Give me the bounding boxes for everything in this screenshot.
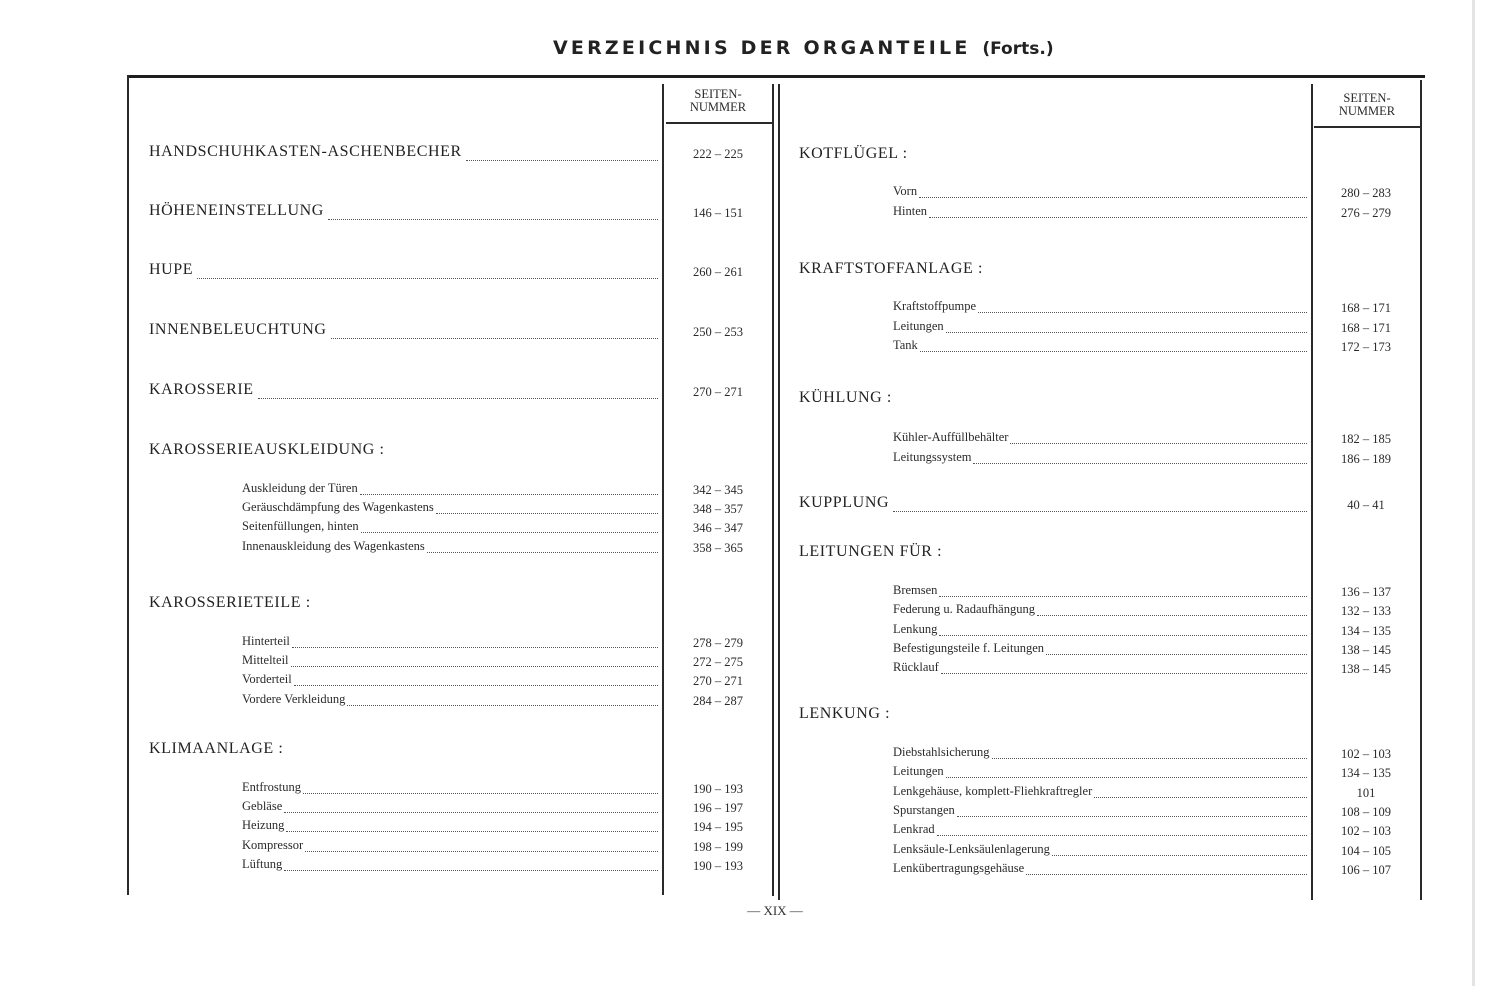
entry-page-number: 102 – 103 <box>1341 824 1391 838</box>
entry-page-number: 172 – 173 <box>1341 340 1391 354</box>
entry-page-number: 270 – 271 <box>693 674 743 688</box>
dot-leader <box>1052 855 1307 856</box>
section-heading: HÖHENEINSTELLUNG <box>149 202 324 219</box>
dot-leader <box>973 463 1307 464</box>
entry-label: Leitungen <box>893 319 944 333</box>
page-number-footer: — XIX — <box>747 903 803 918</box>
entry-label: Auskleidung der Türen <box>242 481 358 495</box>
entry-page-number: 134 – 135 <box>1341 624 1391 638</box>
entry-label: Vorn <box>893 184 918 198</box>
dot-leader <box>1010 443 1307 444</box>
section-heading: KÜHLUNG : <box>799 389 892 406</box>
section-page-number: 270 – 271 <box>693 385 743 399</box>
section-heading: KUPPLUNG <box>799 494 890 511</box>
entry-label: Lenkung <box>893 622 938 636</box>
entry-page-number: 342 – 345 <box>693 483 743 497</box>
dot-leader <box>939 635 1307 636</box>
right-pagecol-rule-left <box>1311 84 1313 900</box>
dot-leader <box>361 532 658 533</box>
dot-leader <box>937 835 1307 836</box>
entry-page-number: 348 – 357 <box>693 502 743 516</box>
entry-page-number: 132 – 133 <box>1341 604 1391 618</box>
section-heading: KAROSSERIETEILE : <box>149 594 311 611</box>
entry-label: Lenkrad <box>893 822 935 836</box>
section-heading: LENKUNG : <box>799 705 891 722</box>
entry-page-number: 186 – 189 <box>1341 452 1391 466</box>
section-page-number: 260 – 261 <box>693 265 743 279</box>
entry-label: Vorderteil <box>242 672 292 686</box>
dot-leader <box>436 513 658 514</box>
dot-leader <box>286 831 658 832</box>
dot-leader <box>303 793 658 794</box>
section-heading: INNENBELEUCHTUNG <box>149 321 327 338</box>
entry-page-number: 280 – 283 <box>1341 186 1391 200</box>
dot-leader <box>197 278 658 279</box>
section-heading: KAROSSERIE <box>149 381 254 398</box>
entry-page-number: 182 – 185 <box>1341 432 1391 446</box>
dot-leader <box>1026 874 1307 875</box>
entry-label: Federung u. Radaufhängung <box>893 602 1035 616</box>
entry-label: Lenkübertragungsgehäuse <box>893 861 1025 875</box>
entry-label: Lenkgehäuse, komplett-Fliehkraftregler <box>893 784 1093 798</box>
entry-page-number: 138 – 145 <box>1341 662 1391 676</box>
dot-leader <box>978 312 1307 313</box>
entry-page-number: 190 – 193 <box>693 782 743 796</box>
frame-right-rule <box>1420 80 1422 900</box>
dot-leader <box>331 338 658 339</box>
section-heading: HANDSCHUHKASTEN-ASCHENBECHER <box>149 143 462 160</box>
entry-page-number: 190 – 193 <box>693 859 743 873</box>
entry-page-number: 278 – 279 <box>693 636 743 650</box>
entry-page-number: 168 – 171 <box>1341 301 1391 315</box>
frame-left-rule <box>127 75 129 895</box>
entry-label: Vordere Verkleidung <box>242 692 346 706</box>
dot-leader <box>284 812 658 813</box>
left-page-number-header <box>666 88 770 114</box>
entry-label: Geräuschdämpfung des Wagenkastens <box>242 500 434 514</box>
dot-leader <box>305 851 658 852</box>
entry-page-number: 284 – 287 <box>693 694 743 708</box>
entry-label: Seitenfüllungen, hinten <box>242 519 359 533</box>
dot-leader <box>939 596 1307 597</box>
entry-page-number: 198 – 199 <box>693 840 743 854</box>
section-page-number: 222 – 225 <box>693 147 743 161</box>
section-page-number: 250 – 253 <box>693 325 743 339</box>
dot-leader <box>929 217 1307 218</box>
left-page-number-header-text: SEITEN- NUMMER <box>689 87 747 114</box>
page-title-text: VERZEICHNIS DER ORGANTEILE <box>553 37 971 59</box>
entry-page-number: 196 – 197 <box>693 801 743 815</box>
page-edge <box>1472 0 1475 986</box>
dot-leader <box>957 816 1307 817</box>
dot-leader <box>941 673 1307 674</box>
left-pagecol-rule-right <box>772 84 774 896</box>
dot-leader <box>292 647 658 648</box>
dot-leader <box>466 160 658 161</box>
entry-page-number: 101 <box>1356 786 1376 800</box>
section-heading: HUPE <box>149 261 194 278</box>
entry-page-number: 138 – 145 <box>1341 643 1391 657</box>
entry-page-number: 194 – 195 <box>693 820 743 834</box>
entry-label: Entfrostung <box>242 780 302 794</box>
entry-page-number: 108 – 109 <box>1341 805 1391 819</box>
entry-page-number: 168 – 171 <box>1341 321 1391 335</box>
dot-leader <box>946 332 1307 333</box>
entry-page-number: 136 – 137 <box>1341 585 1391 599</box>
left-pagecol-rule-left <box>662 84 664 895</box>
entry-label: Kraftstoffpumpe <box>893 299 977 313</box>
section-heading: KRAFTSTOFFANLAGE : <box>799 260 984 277</box>
dot-leader <box>258 398 658 399</box>
dot-leader <box>946 777 1307 778</box>
dot-leader <box>284 870 658 871</box>
entry-label: Kompressor <box>242 838 304 852</box>
entry-page-number: 346 – 347 <box>693 521 743 535</box>
entry-page-number: 276 – 279 <box>1341 206 1391 220</box>
entry-label: Heizung <box>242 818 285 832</box>
entry-label: Gebläse <box>242 799 283 813</box>
entry-page-number: 106 – 107 <box>1341 863 1391 877</box>
dot-leader <box>1037 615 1307 616</box>
entry-label: Diebstahlsicherung <box>893 745 990 759</box>
entry-label: Hinten <box>893 204 928 218</box>
dot-leader <box>1094 797 1307 798</box>
entry-label: Leitungssystem <box>893 450 972 464</box>
entry-label: Hinterteil <box>242 634 290 648</box>
right-col-rule-left <box>778 84 780 900</box>
dot-leader <box>328 219 658 220</box>
section-page-number: 40 – 41 <box>1347 498 1385 512</box>
entry-label: Leitungen <box>893 764 944 778</box>
dot-leader <box>920 351 1307 352</box>
entry-page-number: 272 – 275 <box>693 655 743 669</box>
entry-label: Innenauskleidung des Wagenkastens <box>242 539 425 553</box>
right-header-rule <box>1314 126 1420 128</box>
section-page-number: 146 – 151 <box>693 206 743 220</box>
page-title <box>553 37 1054 59</box>
dot-leader <box>291 666 658 667</box>
entry-page-number: 102 – 103 <box>1341 747 1391 761</box>
dot-leader <box>893 511 1307 512</box>
entry-label: Spurstangen <box>893 803 955 817</box>
right-page-number-header-text: SEITEN- NUMMER <box>1338 91 1396 118</box>
dot-leader <box>360 494 658 495</box>
frame-top-rule <box>127 75 1425 78</box>
dot-leader <box>1046 654 1307 655</box>
entry-label: Befestigungsteile f. Leitungen <box>893 641 1045 655</box>
entry-label: Lüftung <box>242 857 283 871</box>
page-title-suffix: (Forts.) <box>982 39 1054 59</box>
dot-leader <box>294 685 658 686</box>
dot-leader <box>427 552 658 553</box>
entry-label: Rücklauf <box>893 660 939 674</box>
entry-page-number: 134 – 135 <box>1341 766 1391 780</box>
entry-label: Tank <box>893 338 918 352</box>
section-heading: KOTFLÜGEL : <box>799 145 908 162</box>
dot-leader <box>992 758 1307 759</box>
dot-leader <box>919 197 1307 198</box>
section-heading: KAROSSERIEAUSKLEIDUNG : <box>149 441 385 458</box>
entry-label: Mittelteil <box>242 653 289 667</box>
left-header-rule <box>666 122 772 124</box>
section-heading: LEITUNGEN FÜR : <box>799 543 943 560</box>
section-heading: KLIMAANLAGE : <box>149 740 284 757</box>
entry-label: Lenksäule-Lenksäulenlagerung <box>893 842 1050 856</box>
dot-leader <box>347 705 658 706</box>
entry-page-number: 104 – 105 <box>1341 844 1391 858</box>
entry-label: Bremsen <box>893 583 938 597</box>
right-page-number-header <box>1314 92 1420 118</box>
entry-page-number: 358 – 365 <box>693 541 743 555</box>
entry-label: Kühler-Auffüllbehälter <box>893 430 1009 444</box>
